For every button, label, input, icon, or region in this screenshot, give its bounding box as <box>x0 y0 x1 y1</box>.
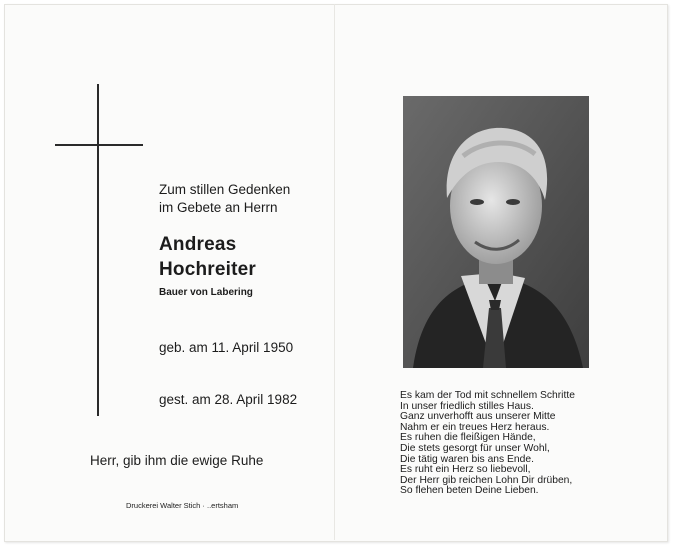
portrait-illustration <box>403 96 589 368</box>
poem-line: Der Herr gib reichen Lohn Dir drüben, <box>400 474 573 486</box>
poem-line: Ganz unverhofft aus unserer Mitte <box>400 411 556 423</box>
cross-icon-bar <box>55 144 143 146</box>
poem-line: In unser friedlich stilles Haus. <box>400 400 534 412</box>
birth-date: geb. am 11. April 1950 <box>159 340 294 355</box>
portrait-photo <box>403 96 589 368</box>
poem-line: Die tätig waren bis ans Ende. <box>400 453 534 465</box>
memorial-poem <box>400 391 575 497</box>
intro-line: im Gebete an Herrn <box>159 200 278 215</box>
poem-line: Es ruhen die fleißigen Hände, <box>400 432 536 444</box>
last-name: Hochreiter <box>159 259 257 280</box>
cross-icon <box>97 84 99 416</box>
poem-line: Nahm er ein treues Herz heraus. <box>400 421 550 433</box>
intro-line: Zum stillen Gedenken <box>159 182 291 197</box>
poem-line: Die stets gesorgt für unser Wohl, <box>400 442 550 454</box>
center-fold <box>334 4 335 540</box>
poem-line: Es ruht ein Herz so liebevoll, <box>400 464 531 476</box>
death-date: gest. am 28. April 1982 <box>159 392 298 407</box>
intro-text <box>159 181 290 217</box>
first-name: Andreas <box>159 234 237 255</box>
printer-credit: Druckerei Walter Stich · ..ertsham <box>126 501 239 510</box>
prayer-line: Herr, gib ihm die ewige Ruhe <box>90 453 264 468</box>
occupation: Bauer von Labering <box>159 287 253 298</box>
deceased-name <box>159 232 256 282</box>
poem-line: Es kam der Tod mit schnellem Schritte <box>400 390 575 401</box>
poem-line: So flehen beten Deine Lieben. <box>400 485 539 497</box>
